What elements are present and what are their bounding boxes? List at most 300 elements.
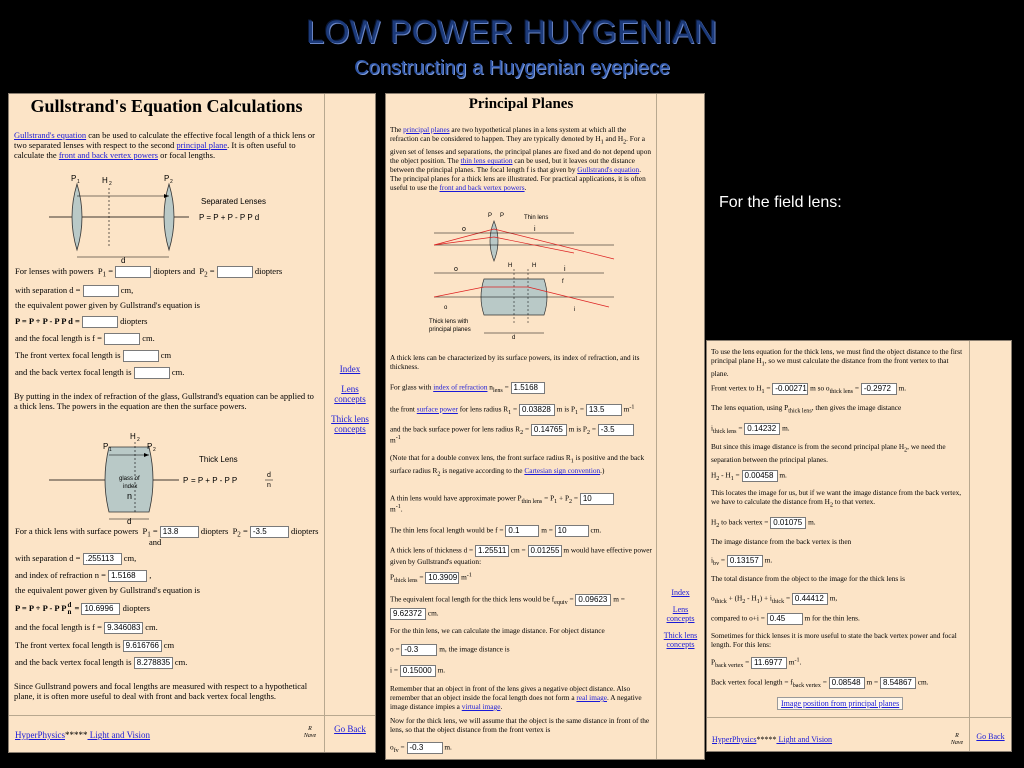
front-sup: -1 [629, 404, 635, 411]
thick-index-input[interactable]: 1.5168 [108, 570, 147, 582]
thick-p2-input[interactable]: -3.5 [250, 526, 289, 538]
intro-text: and H [603, 134, 624, 143]
r1-input[interactable]: 0.03828 [519, 404, 555, 416]
sep-powers-prefix: For lenses with powers [15, 266, 94, 276]
rem-t3: . [500, 702, 503, 711]
le-t1: The lens equation, using P [711, 403, 789, 412]
p3intro-t2: , so we must calculate the distance from the front vertex to that plane. [711, 356, 949, 379]
thicke-t1: A thick lens of thickness d = [390, 545, 475, 555]
index-input[interactable]: 1.5168 [511, 382, 545, 394]
intro-text: . The principal planes for a thick lens are illustrated. For practical applications, it is often useful to use the [390, 165, 646, 193]
ibv-sub: bv [713, 561, 720, 568]
loc-t1: This locates the image for us, but if we want the image distance from the back vertex, we have to calculate the distance from H [711, 488, 962, 506]
thick-p1-label: P [142, 526, 148, 536]
pthick-t1: P [390, 572, 395, 582]
intro-text: can be used, but it leaves out the distance between the principal planes. The focal length f is that given by [390, 156, 635, 175]
sep-front-row [15, 350, 318, 362]
pbv-t2: = [743, 657, 752, 667]
real-image-link[interactable]: real image [576, 693, 608, 702]
pp-o2: o [454, 266, 458, 273]
f-bv-row [711, 677, 963, 689]
equiv-t4: cm. [426, 608, 439, 618]
p3-hyperphysics-link[interactable]: HyperPhysics [712, 735, 757, 744]
p2-input[interactable]: -3.5 [598, 424, 634, 436]
gullstrands-equation-link[interactable]: Gullstrand's equation [577, 165, 640, 175]
orow-t2: m, the image distance is [437, 644, 510, 654]
image-position-button[interactable]: Image position from principal planes [777, 697, 903, 710]
thick-equiv-input[interactable]: 10.6996 [81, 603, 120, 615]
pp-index-link[interactable]: Index [671, 588, 690, 597]
h2-back-vertex-input[interactable]: 0.01075 [770, 517, 806, 529]
footer-stars: ***** [65, 730, 88, 740]
page-subtitle: Constructing a Huygenian eyepiece [354, 57, 670, 79]
p3-nave-credit [947, 733, 967, 747]
p3-side-divider [970, 717, 1011, 718]
since-t2: , we need the separation between the principal planes. [711, 442, 946, 465]
thick-surface-label: For a thick lens with surface powers [15, 526, 139, 536]
pbv-t4: . [799, 657, 802, 667]
thin-focal-m-input[interactable]: 0.1 [505, 525, 539, 537]
diagram2-p1-sub: 1 [109, 447, 112, 453]
sep-focal-row [15, 333, 318, 345]
fh1-t5: m. [896, 383, 907, 393]
f-equiv-m-input[interactable]: 0.09623 [575, 594, 611, 606]
lens-eq-row [711, 403, 963, 414]
thickness-m-input[interactable]: 0.01255 [528, 545, 562, 557]
equiv-t3: m = [611, 594, 625, 604]
back-t2: = [523, 424, 531, 434]
thick-p1-input[interactable]: 13.8 [160, 526, 199, 538]
thick-index-row [15, 570, 318, 582]
gullstrand-sidebar [325, 94, 375, 752]
ith-t1: i [711, 423, 714, 433]
p3-footer-links [712, 735, 832, 744]
sep-front-input[interactable] [123, 350, 159, 362]
thick-intro: By putting in the index of refraction of the glass, Gullstrand's equation can be applied to a thick lens. The powers in the equation are then the surface powers. [14, 391, 314, 411]
front-t4: m is P [554, 404, 576, 414]
pbv-t3: m [787, 657, 795, 667]
remember-text [390, 684, 652, 711]
back-t5: m [390, 435, 396, 445]
thick-lens-calc-sidebar [970, 341, 1011, 751]
thinp-t6: . [400, 504, 403, 514]
cartesian-sign-link[interactable]: Cartesian sign convention [524, 466, 601, 476]
front-t1: the front [390, 404, 417, 414]
separated-lenses-diagram [39, 172, 319, 264]
p1-input[interactable]: 13.5 [586, 404, 622, 416]
sep-diopters-and: diopters and [153, 266, 196, 276]
p3-nave-r: R [955, 733, 959, 739]
intro-sub: 1 [600, 139, 604, 146]
h2h1-s1: 2 [716, 476, 720, 483]
thick-back-label: and the back vertex focal length is [15, 657, 132, 667]
h2bv-t2: to back vertex = [719, 517, 771, 527]
footer-divider [9, 715, 324, 716]
principal-planes-diagram [424, 207, 644, 347]
go-back-link[interactable]: Go Back [334, 724, 366, 734]
thinp-sub: thin lens [521, 499, 543, 506]
pp-fequiv: f [562, 279, 564, 285]
cmp-t1: compared to o+i = [711, 613, 767, 623]
intro-text: The [390, 125, 404, 134]
pp-o: o [462, 226, 466, 233]
fh1-t3: m so o [808, 383, 830, 393]
i-bv-input[interactable]: 0.13157 [727, 555, 763, 567]
p3intro-s1: 1 [761, 361, 765, 368]
sep-p2-label: P [199, 266, 205, 276]
sep-p1-sub: 1 [102, 270, 107, 279]
thick-equiv-text: the equivalent power given by Gullstrand's equation is [15, 585, 200, 595]
pthick-sup: -1 [466, 572, 472, 579]
back-sup: -1 [395, 435, 401, 441]
front-back-vertex-link[interactable]: front and back vertex powers [439, 183, 525, 193]
fh1-t2: = [764, 383, 773, 393]
gullstrand-equation-link[interactable]: Gullstrand's equation [14, 130, 87, 140]
pp-thick2: principal planes [429, 327, 471, 333]
diagram2-p2: P [147, 442, 153, 451]
gullstrand-title: Gullstrand's Equation Calculations [30, 96, 303, 116]
back-unit-row [390, 435, 650, 444]
h2-h1-input[interactable]: 0.00458 [742, 470, 778, 482]
fh1-t4: = [853, 383, 861, 393]
diagram2-n: n [127, 491, 133, 501]
note-t4: .) [600, 466, 605, 476]
diagram2-index: index [123, 484, 138, 490]
diagram2-frac-d: d [267, 472, 271, 479]
thin-power-input[interactable]: 10 [580, 493, 614, 505]
principal-planes-link[interactable]: principal planes [403, 125, 450, 134]
h2bv-t1: H [711, 517, 717, 527]
back-t3: m is P [566, 424, 587, 434]
i-thick-input[interactable]: 0.14232 [744, 423, 780, 435]
sep-diopters: diopters [254, 266, 283, 276]
diagram2-glass: glass of [119, 476, 140, 482]
surface-power-link[interactable]: surface power [416, 404, 458, 414]
front-t5: = [578, 404, 586, 414]
h2bv-t3: m. [806, 517, 816, 527]
cmp-t2: m for the thin lens. [802, 613, 860, 623]
char-text: A thick lens can be characterized by its surface powers, its index of refraction, and its thickness. [390, 353, 640, 371]
thinp-s1: 1 [554, 499, 558, 506]
loc-t2: to that vertex. [832, 497, 876, 506]
thick-front-unit: cm [163, 640, 175, 650]
nave-name: Nave [303, 733, 317, 739]
h2bv-s1: 2 [716, 523, 720, 530]
glass-row [390, 382, 650, 394]
sep-separation-unit: cm, [120, 285, 134, 295]
front-t6: m [621, 404, 630, 414]
ofv-input[interactable]: -0.3 [407, 742, 443, 754]
lens-concepts-link[interactable]: Lens concepts [334, 384, 366, 404]
intro-text: can be used to calculate the effective focal length of a thick lens or two separated lenses with respect to the second [14, 130, 315, 150]
diagram1-equation: P = P + P - P P d [199, 213, 260, 222]
total-distance-input[interactable]: 0.44412 [792, 593, 828, 605]
sep-focal-unit: cm. [142, 333, 155, 343]
thinp-t4: = [572, 493, 580, 503]
thick-frac-bot: n [67, 608, 72, 616]
back-t4: = [590, 424, 598, 434]
note-t2: is positive and the back surface radius R [390, 453, 645, 476]
o-thick-input[interactable]: -0.2972 [861, 383, 897, 395]
thicke-t3: m would have effective power given by Gullstrand's equation: [390, 545, 652, 566]
thick-index-unit: , [149, 570, 152, 580]
note-s2: 2 [437, 471, 441, 478]
since-t1: But since this image distance is from the second principal plane H [711, 442, 905, 451]
thin-image-text: For the thin lens, we can calculate the image distance. For object distance [390, 626, 605, 635]
p3-light-vision-link[interactable]: Light and Vision [776, 735, 833, 744]
thick-equiv-row [15, 602, 318, 616]
sep-back-input[interactable] [134, 367, 170, 379]
thick-eq: = [152, 526, 158, 536]
thinf-t3: cm. [588, 525, 602, 535]
diagram2-p1: P [103, 442, 109, 451]
thinp-t1: A thin lens would have approximate power P [390, 493, 522, 503]
thin-total-input[interactable]: 0.45 [767, 613, 803, 625]
thick-focal-input[interactable]: 9.346083 [104, 622, 143, 634]
since-s1: 2 [904, 447, 908, 454]
i-thick-row [711, 423, 963, 435]
pbv-t1: P [711, 657, 716, 667]
diagram1-d: d [121, 256, 126, 264]
tot-t3: - H [745, 593, 757, 603]
object-distance-input[interactable]: -0.3 [401, 644, 437, 656]
thick-lens-concepts-link[interactable]: Thick lens concepts [331, 414, 369, 434]
front-h1-input[interactable]: -0.00271 [772, 383, 808, 395]
thick-separation-unit: cm, [123, 553, 137, 563]
sep-p2-sub: 2 [204, 270, 208, 279]
sep-focal-input[interactable] [104, 333, 140, 345]
thick-focal-label: and the focal length is f = [15, 622, 102, 632]
thick-equiv-eqsign: = [74, 602, 80, 613]
gullstrand-main [9, 94, 325, 752]
ith-t3: m. [780, 423, 790, 433]
p3-footer-divider [707, 717, 969, 718]
sep-equiv-input[interactable] [82, 316, 118, 328]
p3-footer-stars: ***** [756, 735, 777, 744]
pthick-sub: thick lens [394, 578, 418, 585]
fh1-t1: Front vertex to H [711, 383, 762, 393]
front-h1-row [711, 383, 963, 395]
pp-thin: Thin lens [524, 215, 549, 221]
tot-t4: ) + i [759, 593, 772, 603]
thinp-t5: m [390, 504, 396, 514]
thick-lens-diagram [49, 432, 319, 524]
diagram2-label: Thick Lens [199, 455, 238, 464]
f-bv-m-input[interactable]: 0.08548 [829, 677, 865, 689]
side-footer-divider [325, 715, 375, 716]
image-distance-input[interactable]: 0.15000 [400, 665, 436, 677]
thin-focal-row [390, 525, 650, 537]
diagram2-frac-n: n [267, 482, 271, 489]
f-equiv-cm-input[interactable]: 9.62372 [390, 608, 426, 620]
ibv-t1: i [711, 555, 714, 565]
sep-front-unit: cm [160, 350, 172, 360]
page-title: LOW POWER HUYGENIAN [306, 14, 718, 50]
pthick-t2: = [417, 572, 426, 582]
fbv-t2: = [820, 677, 829, 687]
light-vision-link[interactable]: Light and Vision [87, 730, 151, 740]
sep-eq: = [108, 266, 114, 276]
tot-t2: + (H [726, 593, 743, 603]
note-s1: 1 [570, 458, 574, 465]
back-s2: 2 [586, 430, 591, 437]
back-s1: 2 [520, 430, 524, 437]
sep-powers-row [15, 266, 318, 279]
le-sub: thick lens [788, 408, 812, 415]
equiv-t2: = [567, 594, 576, 604]
thinp-t3: + P [557, 493, 570, 503]
sep-p1-input[interactable] [115, 266, 151, 278]
p3-nave-name: Nave [950, 740, 964, 746]
front-t2: for lens radius R [457, 404, 509, 414]
glass-sub: lens [492, 388, 503, 395]
principal-plane-link[interactable]: principal plane [176, 140, 228, 150]
sign-note [390, 453, 652, 480]
thick-effective-text [390, 545, 652, 566]
front-s1: 1 [508, 410, 512, 417]
f-bv-cm-input[interactable]: 8.54867 [880, 677, 916, 689]
ibv-text: The image distance from the back vertex is then [711, 537, 852, 546]
thinf-t2: m = [539, 525, 555, 535]
tot-t5: = [784, 593, 792, 603]
diagram2-eqp: P [183, 476, 189, 485]
pp-thick-lens-concepts-link[interactable]: Thick lens concepts [663, 631, 698, 649]
h2-bv-row [711, 517, 963, 529]
sep-separation-row [15, 285, 318, 297]
thick-separation-input[interactable]: .255113 [83, 553, 122, 565]
thick-lens-calc-main [707, 341, 970, 751]
diagram1-p1-sub: 1 [77, 179, 80, 185]
equiv-t1: The equivalent focal length for the thick lens would be f [390, 594, 555, 604]
o-row [390, 644, 650, 656]
nave-credit [299, 726, 321, 740]
rem-t1: Remember that an object in front of the lens gives a negative object distance. Also remember that an object inside the focal length does not form a [390, 684, 631, 702]
vertex-powers-link[interactable]: front and back vertex powers [58, 150, 158, 160]
nave-r: R [308, 726, 312, 732]
index-of-refraction-link[interactable]: index of refraction [433, 382, 488, 392]
principal-planes-sidebar [657, 94, 704, 759]
fbv-t4: cm. [915, 677, 929, 687]
loc-s1: 2 [829, 502, 833, 509]
p3-go-back-link[interactable]: Go Back [976, 732, 1005, 741]
glass-t1: For glass with [390, 382, 434, 392]
sometimes-text: Sometimes for thick lenses it is more useful to state the back vertex power and focal length. For this lens: [711, 631, 957, 649]
sep-equiv-equation: P = P + P - P P d = [15, 316, 80, 326]
hyperphysics-link[interactable]: HyperPhysics [15, 730, 65, 740]
intro-text: or focal lengths. [157, 150, 216, 160]
thick-separation-label: with separation d = [15, 553, 81, 563]
pp-lens-concepts-link[interactable]: Lens concepts [666, 605, 695, 623]
diagram2-p2-sub: 2 [153, 447, 156, 453]
pp-thick1: Thick lens with [429, 319, 469, 325]
diagram1-label: Separated Lenses [201, 197, 266, 206]
pbv-sup: -1 [794, 657, 800, 664]
thick-back-input[interactable]: 8.278835 [134, 657, 173, 669]
total-text: The total distance from the object to the image for the thick lens is [711, 574, 905, 583]
h2h1-row [711, 470, 963, 482]
p-thick-input[interactable]: 10.3909 [425, 572, 459, 584]
thin-focal-cm-input[interactable]: 10 [555, 525, 589, 537]
principal-planes-title: Principal Planes [468, 96, 574, 112]
thin-lens-equation-link[interactable]: thin lens equation [460, 156, 513, 166]
sep-eq: = [209, 266, 215, 276]
ofv-t2: = [398, 742, 407, 752]
tot-t6: m, [827, 593, 838, 603]
ofv-t3: m. [442, 742, 452, 752]
back-t1: and the back surface power for lens radius R [390, 424, 521, 434]
thinp-s2: 2 [569, 499, 573, 506]
thick-index-label: and index of refraction n = [15, 570, 106, 580]
diagram2-equation: = P + P - P P [191, 476, 238, 485]
h2h1-t4: m. [777, 470, 787, 480]
i-row [390, 665, 650, 677]
sep-back-unit: cm. [171, 367, 185, 377]
ofv-sub: fv [393, 748, 399, 755]
glass-t2: n [487, 382, 493, 392]
tot-s2: 1 [756, 599, 760, 606]
fbv-sub: back vertex [792, 683, 821, 690]
thick-front-input[interactable]: 9.616766 [123, 640, 162, 652]
sep-p2-input[interactable] [217, 266, 253, 278]
sep-p1-label: P [97, 266, 103, 276]
intro-text: are two hypothetical planes in a lens system at which all the refraction can be considered to happen. They are typically denoted by H [390, 125, 627, 143]
intro-text: . For a given set of lenses and separations, the principal planes are fixed and do not depend upon the object position. The [390, 134, 651, 166]
pbv-sub: back vertex [715, 663, 744, 670]
p3intro-t1: To use the lens equation for the thick lens, we must find the object distance to the first principal plane H [711, 347, 963, 365]
h2h1-s2: 1 [730, 476, 734, 483]
ith-sub: thick lens [713, 429, 737, 436]
thick-front-row [15, 640, 318, 652]
sep-equiv-text: the equivalent power given by Gullstrand's equation is [15, 300, 200, 310]
sep-separation-input[interactable] [83, 285, 119, 297]
compared-row [711, 613, 963, 625]
thick-p1-sub: 1 [147, 530, 151, 539]
diagram1-p2-sub: 2 [170, 179, 173, 185]
tot-s1: 2 [742, 599, 746, 606]
sep-focal-label: and the focal length is f = [15, 333, 102, 343]
diagram2-h2: H [130, 432, 136, 441]
thicke-t2: cm = [508, 545, 528, 555]
le-t2: , then gives the image distance [811, 403, 902, 412]
note-t3: is negative according to the [440, 466, 525, 476]
p-bv-row [711, 657, 963, 669]
sep-equiv-unit: diopters [120, 316, 148, 326]
intro-text: . It is often useful to calculate the [14, 140, 296, 160]
pp-h2: H [532, 263, 537, 269]
thick-back-row [15, 657, 318, 669]
total-row [711, 593, 963, 605]
ibv-row [711, 555, 963, 567]
thick-p2-sub: 2 [237, 530, 241, 539]
r2-input[interactable]: 0.14765 [531, 424, 567, 436]
sep-separation-label: with separation d = [15, 285, 81, 295]
fbv-t3: m = [864, 677, 880, 687]
fh1-s1: 1 [761, 389, 765, 396]
p-back-vertex-input[interactable]: 11.6977 [751, 657, 787, 669]
tot-t1: o [711, 593, 715, 603]
glass-t3: = [502, 382, 511, 392]
thin-power-unit [390, 504, 650, 513]
thickness-cm-input[interactable]: 1.25511 [475, 545, 509, 557]
diagram1-h2-sub: 2 [109, 181, 112, 187]
diagram2-h2-sub: 2 [137, 437, 140, 443]
sep-back-row [15, 367, 318, 379]
sep-back-label: and the back vertex focal length is [15, 367, 132, 377]
virtual-image-link[interactable]: virtual image [461, 702, 501, 711]
diagram1-p1: P [71, 174, 77, 183]
fh1-sub: thick lens [829, 389, 854, 396]
index-link[interactable]: Index [339, 364, 361, 374]
